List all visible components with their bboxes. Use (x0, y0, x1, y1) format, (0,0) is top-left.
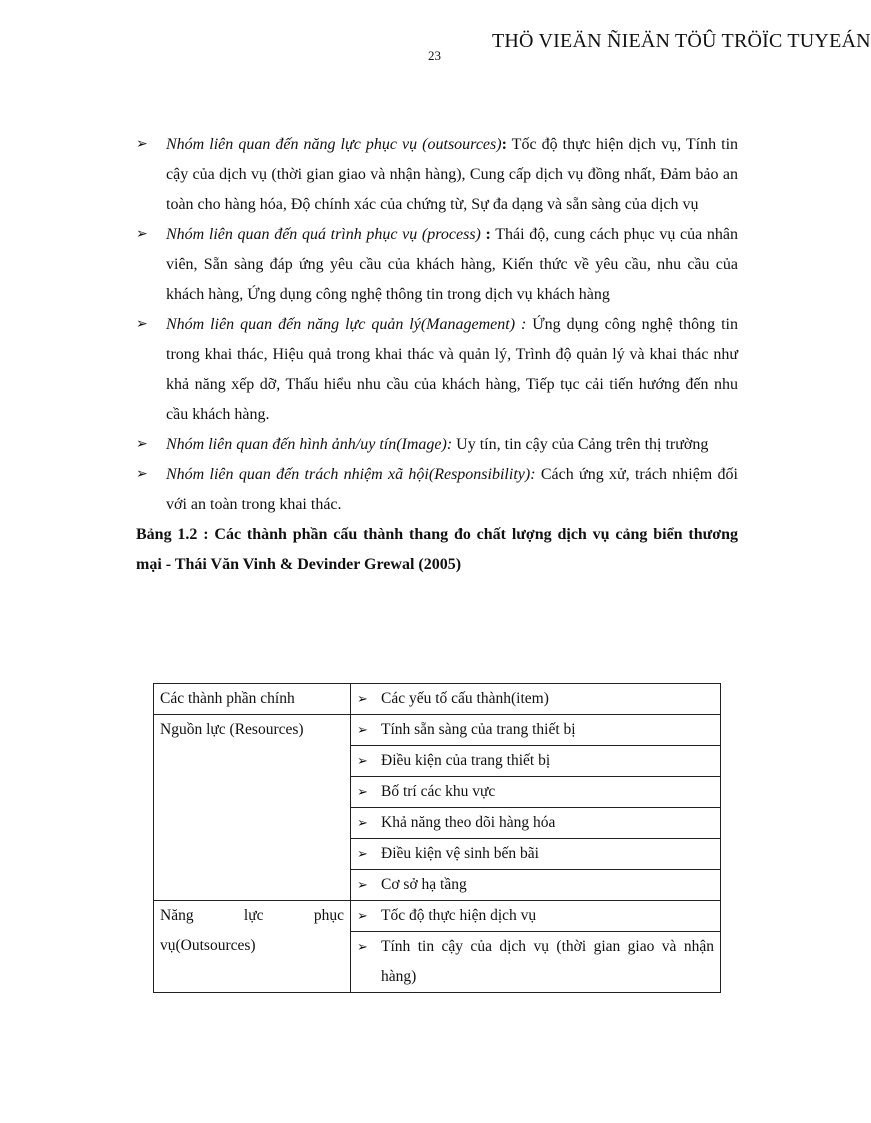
group-main-cell (154, 901, 351, 993)
arrow-bullet-icon: ➢ (357, 784, 368, 799)
arrow-bullet-icon: ➢ (357, 846, 368, 861)
item-cell (351, 777, 721, 808)
item-label: Bố trí các khu vực (381, 783, 496, 800)
arrow-bullet-icon: ➢ (357, 908, 368, 923)
item-label: Tính sẵn sàng của trang thiết bị (381, 721, 576, 738)
header-item-label: Các yếu tố cấu thành(item) (381, 690, 549, 707)
arrow-bullet-icon: ➢ (357, 939, 368, 954)
item-label: Điều kiện của trang thiết bị (381, 752, 551, 769)
group-main-cell: Nguồn lực (Resources) (154, 715, 351, 901)
group-main-line: Năng lực phục (160, 907, 344, 924)
group-description: Thái độ, cung cách phục vụ của nhân viên, Sẵn sàng đáp ứng yêu cầu của khách hàng, Kiến thức về yêu cầu, nhu cầu của khách hàng, Ứng dụng công nghệ thông tin trong dịch vụ khách hàng (166, 226, 739, 303)
arrow-bullet-icon: ➢ (136, 437, 148, 452)
item-cell (351, 746, 721, 777)
table-caption: Bảng 1.2 : Các thành phần cấu thành thang đo chất lượng dịch vụ cảng biển thương mại - Thái Văn Vinh & Devinder Grewal (2005) (136, 526, 738, 573)
table-row (154, 715, 721, 746)
group-description: Ứng dụng công nghệ thông tin trong khai thác, Hiệu quả trong khai thác và quản lý, Trình độ quản lý và khai thác như khả năng xếp dỡ, Thấu hiểu nhu cầu của khách hàng, Tiếp tục cải tiến hướng đến nhu cầu khách hàng. (166, 316, 739, 423)
arrow-bullet-icon: ➢ (357, 753, 368, 768)
group-name: Nhóm liên quan đến năng lực phục vụ (outsources) (166, 136, 502, 153)
item-label: Cơ sở hạ tầng (381, 876, 467, 893)
item-label: Khả năng theo dõi hàng hóa (381, 814, 556, 831)
group-description: Tốc độ thực hiện dịch vụ, Tính tin cậy của dịch vụ (thời gian giao và nhận hàng), Cung cấp dịch vụ đồng nhất, Đảm bảo an toàn cho hàng hóa, Độ chính xác của chứng từ, Sự đa dạng và sẵn sàng của dịch vụ (166, 136, 739, 213)
group-main-line: vụ(Outsources) (160, 937, 256, 954)
group-name: Nhóm liên quan đến hình ảnh/uy tín(Image): (166, 436, 453, 453)
item-cell (351, 839, 721, 870)
item-cell (351, 808, 721, 839)
criteria-list (136, 130, 738, 520)
arrow-bullet-icon: ➢ (357, 877, 368, 892)
header-main-cell: Các thành phần chính (154, 684, 351, 715)
arrow-bullet-icon: ➢ (357, 691, 368, 706)
list-item (136, 460, 738, 520)
item-cell (351, 870, 721, 901)
table-header-row (154, 684, 721, 715)
group-separator: : (485, 226, 491, 243)
item-label: Tính tin cậy của dịch vụ (thời gian giao và nhận hàng) (381, 938, 714, 985)
item-cell (351, 901, 721, 932)
page-content (136, 130, 738, 580)
arrow-bullet-icon: ➢ (136, 227, 148, 242)
arrow-bullet-icon: ➢ (357, 722, 368, 737)
list-item (136, 130, 738, 220)
group-separator: : (501, 136, 507, 153)
group-name: Nhóm liên quan đến quá trình phục vụ (process) (166, 226, 486, 243)
components-table (153, 683, 721, 993)
list-item (136, 310, 738, 430)
list-item (136, 220, 738, 310)
arrow-bullet-icon: ➢ (136, 137, 148, 152)
group-description: Uy tín, tin cậy của Cảng trên thị trường (452, 436, 709, 453)
group-name: Nhóm liên quan đến trách nhiệm xã hội(Responsibility): (166, 466, 536, 483)
header-item-cell (351, 684, 721, 715)
list-item (136, 430, 738, 460)
item-cell (351, 932, 721, 993)
item-label: Tốc độ thực hiện dịch vụ (381, 907, 537, 924)
arrow-bullet-icon: ➢ (136, 467, 148, 482)
item-cell (351, 715, 721, 746)
library-header-title: THÖ VIEÄN ÑIEÄN TÖÛ TRÖÏC TUYEÁN (492, 30, 871, 52)
group-description: Cách ứng xử, trách nhiệm đối với an toàn trong khai thác. (166, 466, 738, 513)
table-row (154, 901, 721, 932)
item-label: Điều kiện vệ sinh bến bãi (381, 845, 539, 862)
arrow-bullet-icon: ➢ (136, 317, 148, 332)
page-number: 23 (428, 48, 441, 63)
arrow-bullet-icon: ➢ (357, 815, 368, 830)
group-name: Nhóm liên quan đến năng lực quản lý(Management) : (166, 316, 527, 333)
